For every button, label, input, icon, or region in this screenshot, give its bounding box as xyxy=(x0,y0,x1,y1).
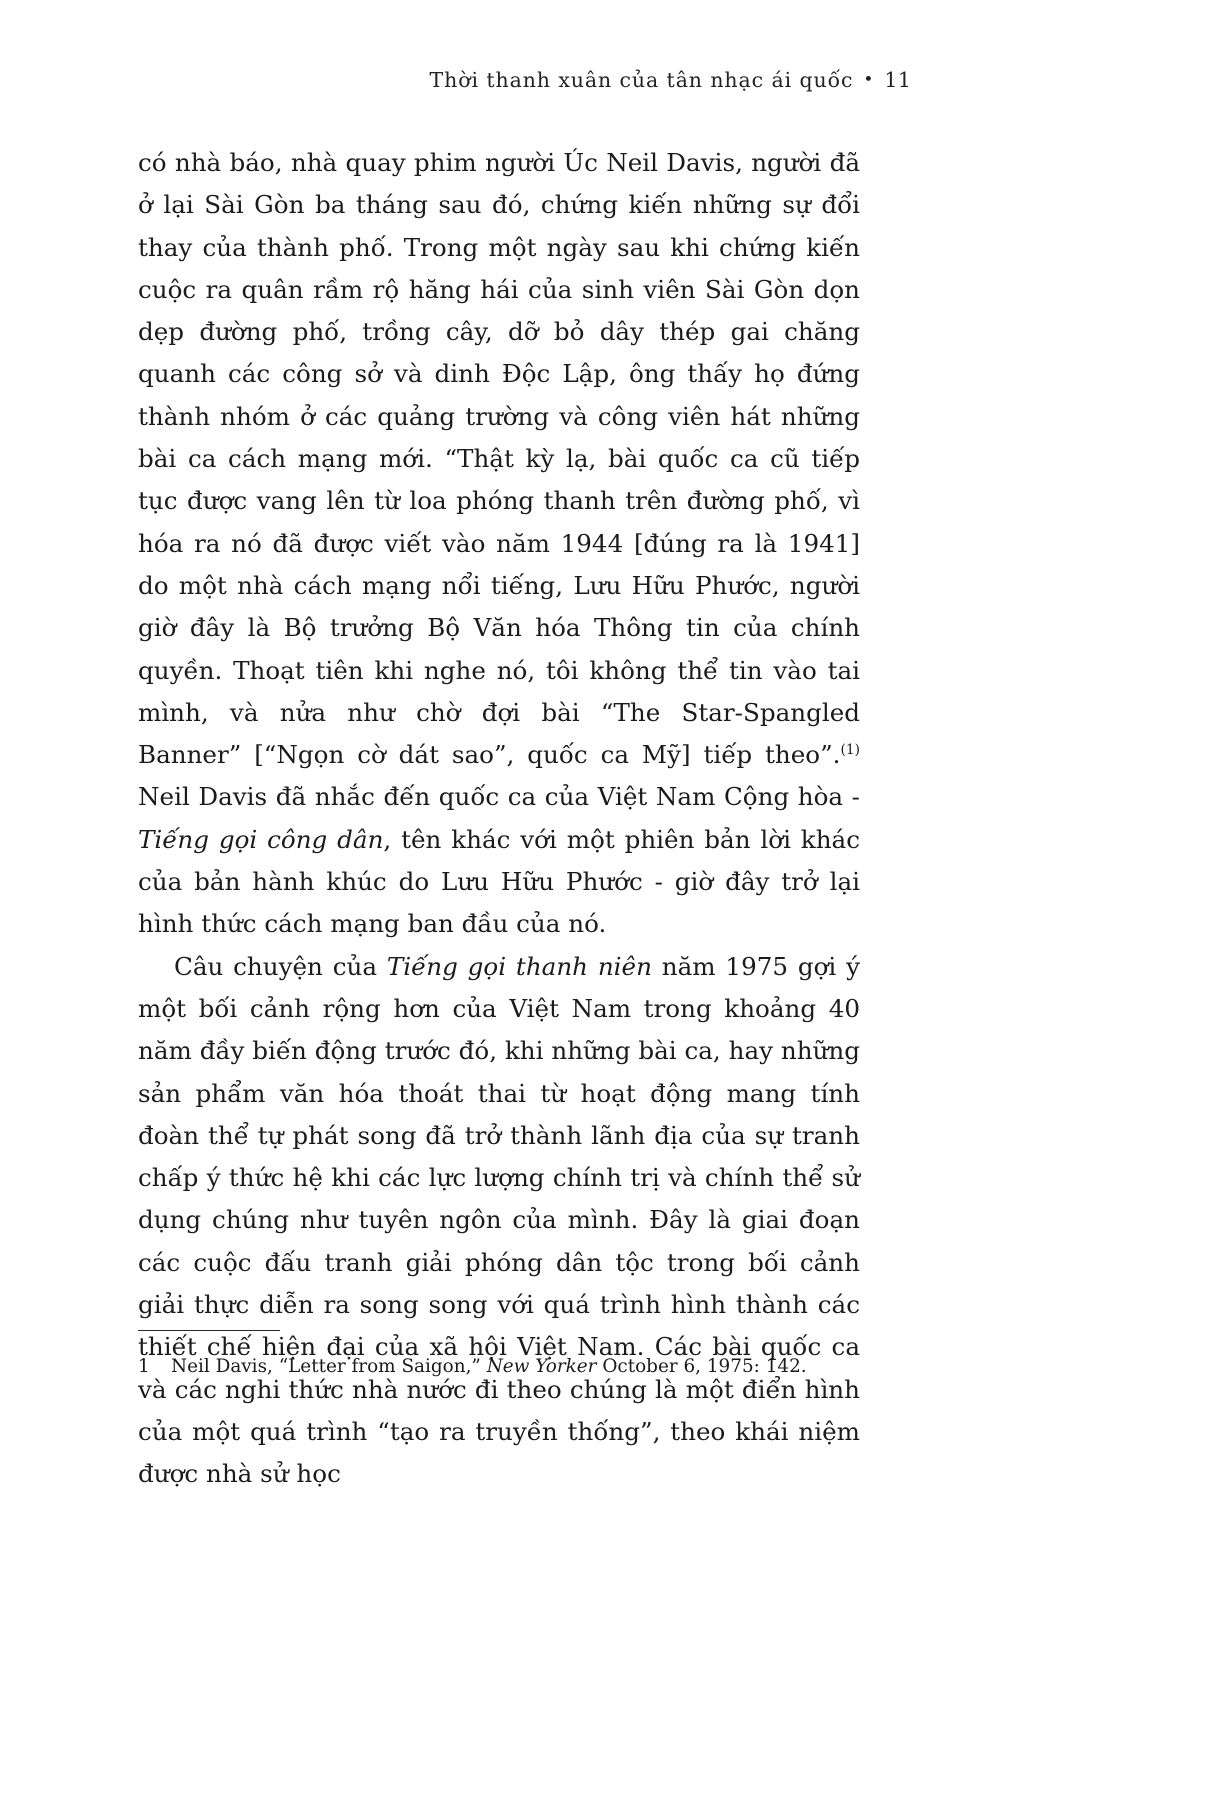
running-head-title: Thời thanh xuân của tân nhạc ái quốc xyxy=(429,68,854,92)
italic-run: Tiếng gọi công dân xyxy=(138,824,384,854)
italic-run: Tiếng gọi thanh niên xyxy=(386,951,652,981)
running-head-separator: • xyxy=(863,70,875,90)
footnote-item xyxy=(138,1353,860,1381)
running-head-inner xyxy=(310,68,912,92)
running-head xyxy=(0,68,1221,92)
text-run: năm 1975 gợi ý một bối cảnh rộng hơn của Việt Nam trong khoảng 40 năm đầy biến động trước đó, khi những bài ca, hay những sản phẩm văn hóa thoát thai từ hoạt động mang tính đoàn thể tự phát song đã trở thành lãnh địa của sự tranh chấp ý thức hệ khi các lực lượng chính trị và chính thể sử dụng chúng như tuyên ngôn của mình. Đây là giai đoạn các cuộc đấu tranh giải phóng dân tộc trong bối cảnh giải thực diễn ra song song với quá trình hình thành các thiết chế hiện đại của xã hội Việt Nam. Các bài quốc ca và các nghi thức nhà nước đi theo chúng là một điển hình của một quá trình “tạo ra truyền thống”, theo khái niệm được nhà sử học xyxy=(138,951,861,1489)
italic-run: New Yorker xyxy=(486,1356,597,1377)
body-text xyxy=(138,142,860,1496)
text-run: Câu chuyện của xyxy=(174,951,387,981)
text-run: October 6, 1975: 142. xyxy=(596,1356,807,1377)
footnote-marker: (1) xyxy=(840,741,860,758)
footnote-separator-rule xyxy=(138,1330,280,1331)
text-run: có nhà báo, nhà quay phim người Úc Neil Davis, người đã ở lại Sài Gòn ba tháng sau đó, chứng kiến những sự đổi thay của thành phố. Trong một ngày sau khi chứng kiến cuộc ra quân rầm rộ hăng hái của sinh viên Sài Gòn dọn dẹp đường phố, trồng cây, dỡ bỏ dây thép gai chăng quanh các công sở và dinh Độc Lập, ông thấy họ đứng thành nhóm ở các quảng trường và công viên hát những bài ca cách mạng mới. “Thật kỳ lạ, bài quốc ca cũ tiếp tục được vang lên từ loa phóng thanh trên đường phố, vì hóa ra nó đã được viết vào năm 1944 [đúng ra là 1941] do một nhà cách mạng nổi tiếng, Lưu Hữu Phước, người giờ đây là Bộ trưởng Bộ Văn hóa Thông tin của chính quyền. Thoạt tiên khi nghe nó, tôi không thể tin vào tai mình, và nửa như chờ đợi bài “The Star-Spangled Banner” [“Ngọn cờ dát sao”, quốc ca Mỹ] tiếp theo”. xyxy=(138,148,860,770)
page-number: 11 xyxy=(884,68,912,92)
footnote-number: 1 xyxy=(138,1356,150,1377)
paragraph-2 xyxy=(138,946,860,1496)
footnote-text xyxy=(171,1353,860,1381)
text-run: Neil Davis, “Letter from Saigon,” xyxy=(171,1356,487,1377)
footnote-area xyxy=(138,1330,860,1381)
paragraph-1 xyxy=(138,142,860,946)
text-run: Neil Davis đã nhắc đến quốc ca của Việt Nam Cộng hòa - xyxy=(138,782,860,812)
text-run: , tên khác với một phiên bản lời khác của bản hành khúc do Lưu Hữu Phước - giờ đây trở lại hình thức cách mạng ban đầu của nó. xyxy=(138,824,860,939)
